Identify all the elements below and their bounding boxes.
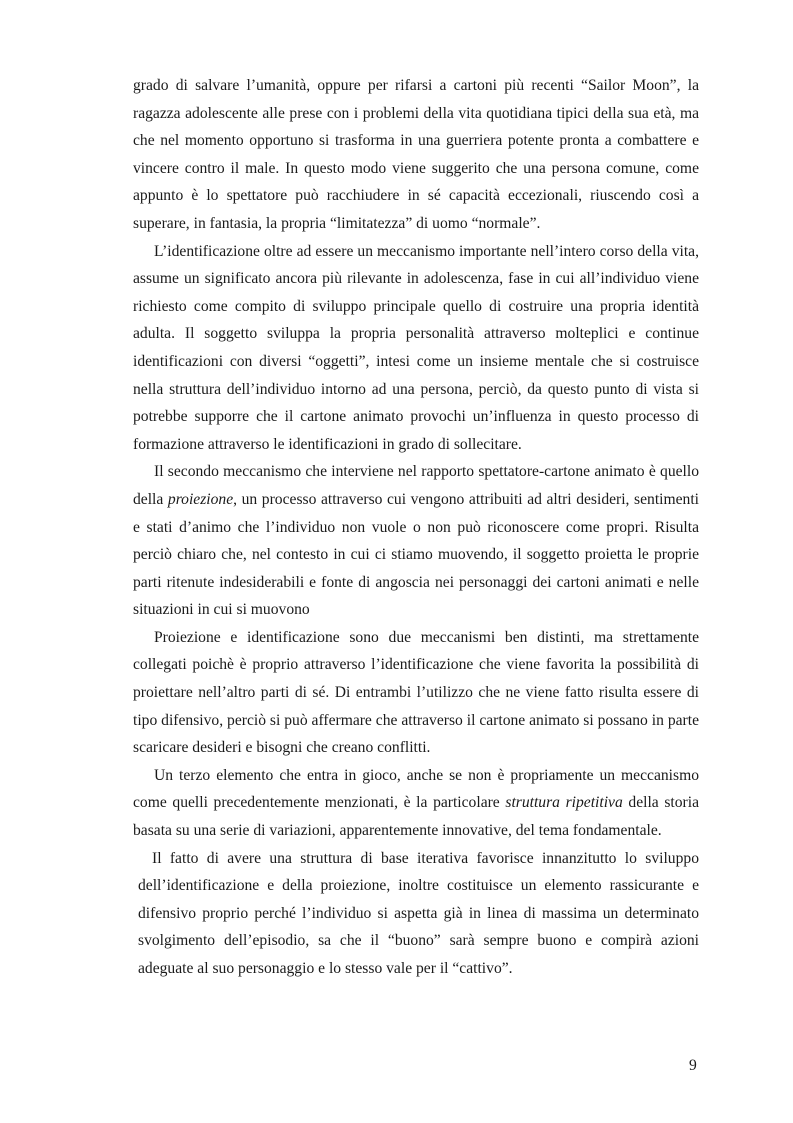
paragraph-2 [133, 238, 699, 459]
paragraph-1-text: grado di salvare l’umanità, oppure per rifarsi a cartoni più recenti “Sailor Moon”, la ragazza adolescente alle prese con i problemi della vita quotidiana tipici della sua età, ma che nel momento opportuno si trasforma in una guerriera potente pronta a combattere e vincere contro il male. In questo modo viene suggerito che una persona comune, come appunto è lo spettatore può racchiudere in sé capacità eccezionali, riuscendo così a superare, in fantasia, la propria “limitatezza” di uomo “normale”. [133, 77, 699, 232]
paragraph-5-italic-term: struttura ripetitiva [505, 794, 623, 812]
paragraph-6 [138, 845, 699, 983]
paragraph-2-text: L’identificazione oltre ad essere un meccanismo importante nell’intero corso della vita, assume un significato ancora più rilevante in adolescenza, fase in cui all’individuo viene richiesto come compito di sviluppo principale quello di costruire una propria identità adulta. Il soggetto sviluppa la propria personalità attraverso molteplici e continue identificazioni con diversi “oggetti”, intesi come un insieme mentale che si costruisce nella struttura dell’individuo intorno ad una persona, perciò, da questo punto di vista si potrebbe supporre che il cartone animato provochi un’influenza in questo processo di formazione attraverso le identificazioni in grado di sollecitare. [133, 242, 699, 453]
paragraph-4-text: Proiezione e identificazione sono due meccanismi ben distinti, ma strettamente collegati poichè è proprio attraverso l’identificazione che viene favorita la possibilità di proiettare nell’altro parti di sé. Di entrambi l’utilizzo che ne viene fatto risulta essere di tipo difensivo, perciò si può affermare che attraverso il cartone animato si possano in parte scaricare desideri e bisogni che creano conflitti. [133, 628, 699, 757]
paragraph-3-text-b: , un processo attraverso cui vengono attribuiti ad altri desideri, sentimenti e stati d’animo che l’individuo non vuole o non può riconoscere come propri. Risulta perciò chiaro che, nel contesto in cui ci stiamo muovendo, il soggetto proietta le proprie parti ritenute indesiderabili e fonte di angoscia nei personaggi dei cartoni animati e nelle situazioni in cui si muovono [133, 490, 700, 619]
paragraph-4 [133, 624, 699, 762]
page-number: 9 [689, 1057, 697, 1074]
paragraph-5-text-a: Un terzo elemento che entra in gioco, anche se non è propriamente un meccanismo come quelli precedentemente menzionati, è la particolare [133, 766, 699, 812]
paragraph-6-text: Il fatto di avere una struttura di base iterativa favorisce innanzitutto lo sviluppo dell’identificazione e della proiezione, inoltre costituisce un elemento rassicurante e difensivo proprio perché l’individuo si aspetta già in linea di massima un determinato svolgimento dell’episodio, sa che il “buono” sarà sempre buono e compirà azioni adeguate al suo personaggio e lo stesso vale per il “cattivo”. [138, 849, 699, 977]
paragraph-3-italic-term: proiezione [167, 490, 234, 508]
body-text [133, 72, 699, 983]
paragraph-5-text-b: della storia basata su una serie di variazioni, apparentemente innovative, del tema fondamentale. [133, 794, 699, 840]
paragraph-5 [133, 762, 699, 845]
paragraph-1 [133, 72, 699, 238]
paragraph-3-text-a: Il secondo meccanismo che interviene nel rapporto spettatore-cartone animato è quello della [133, 463, 699, 508]
paragraph-3 [133, 458, 699, 624]
